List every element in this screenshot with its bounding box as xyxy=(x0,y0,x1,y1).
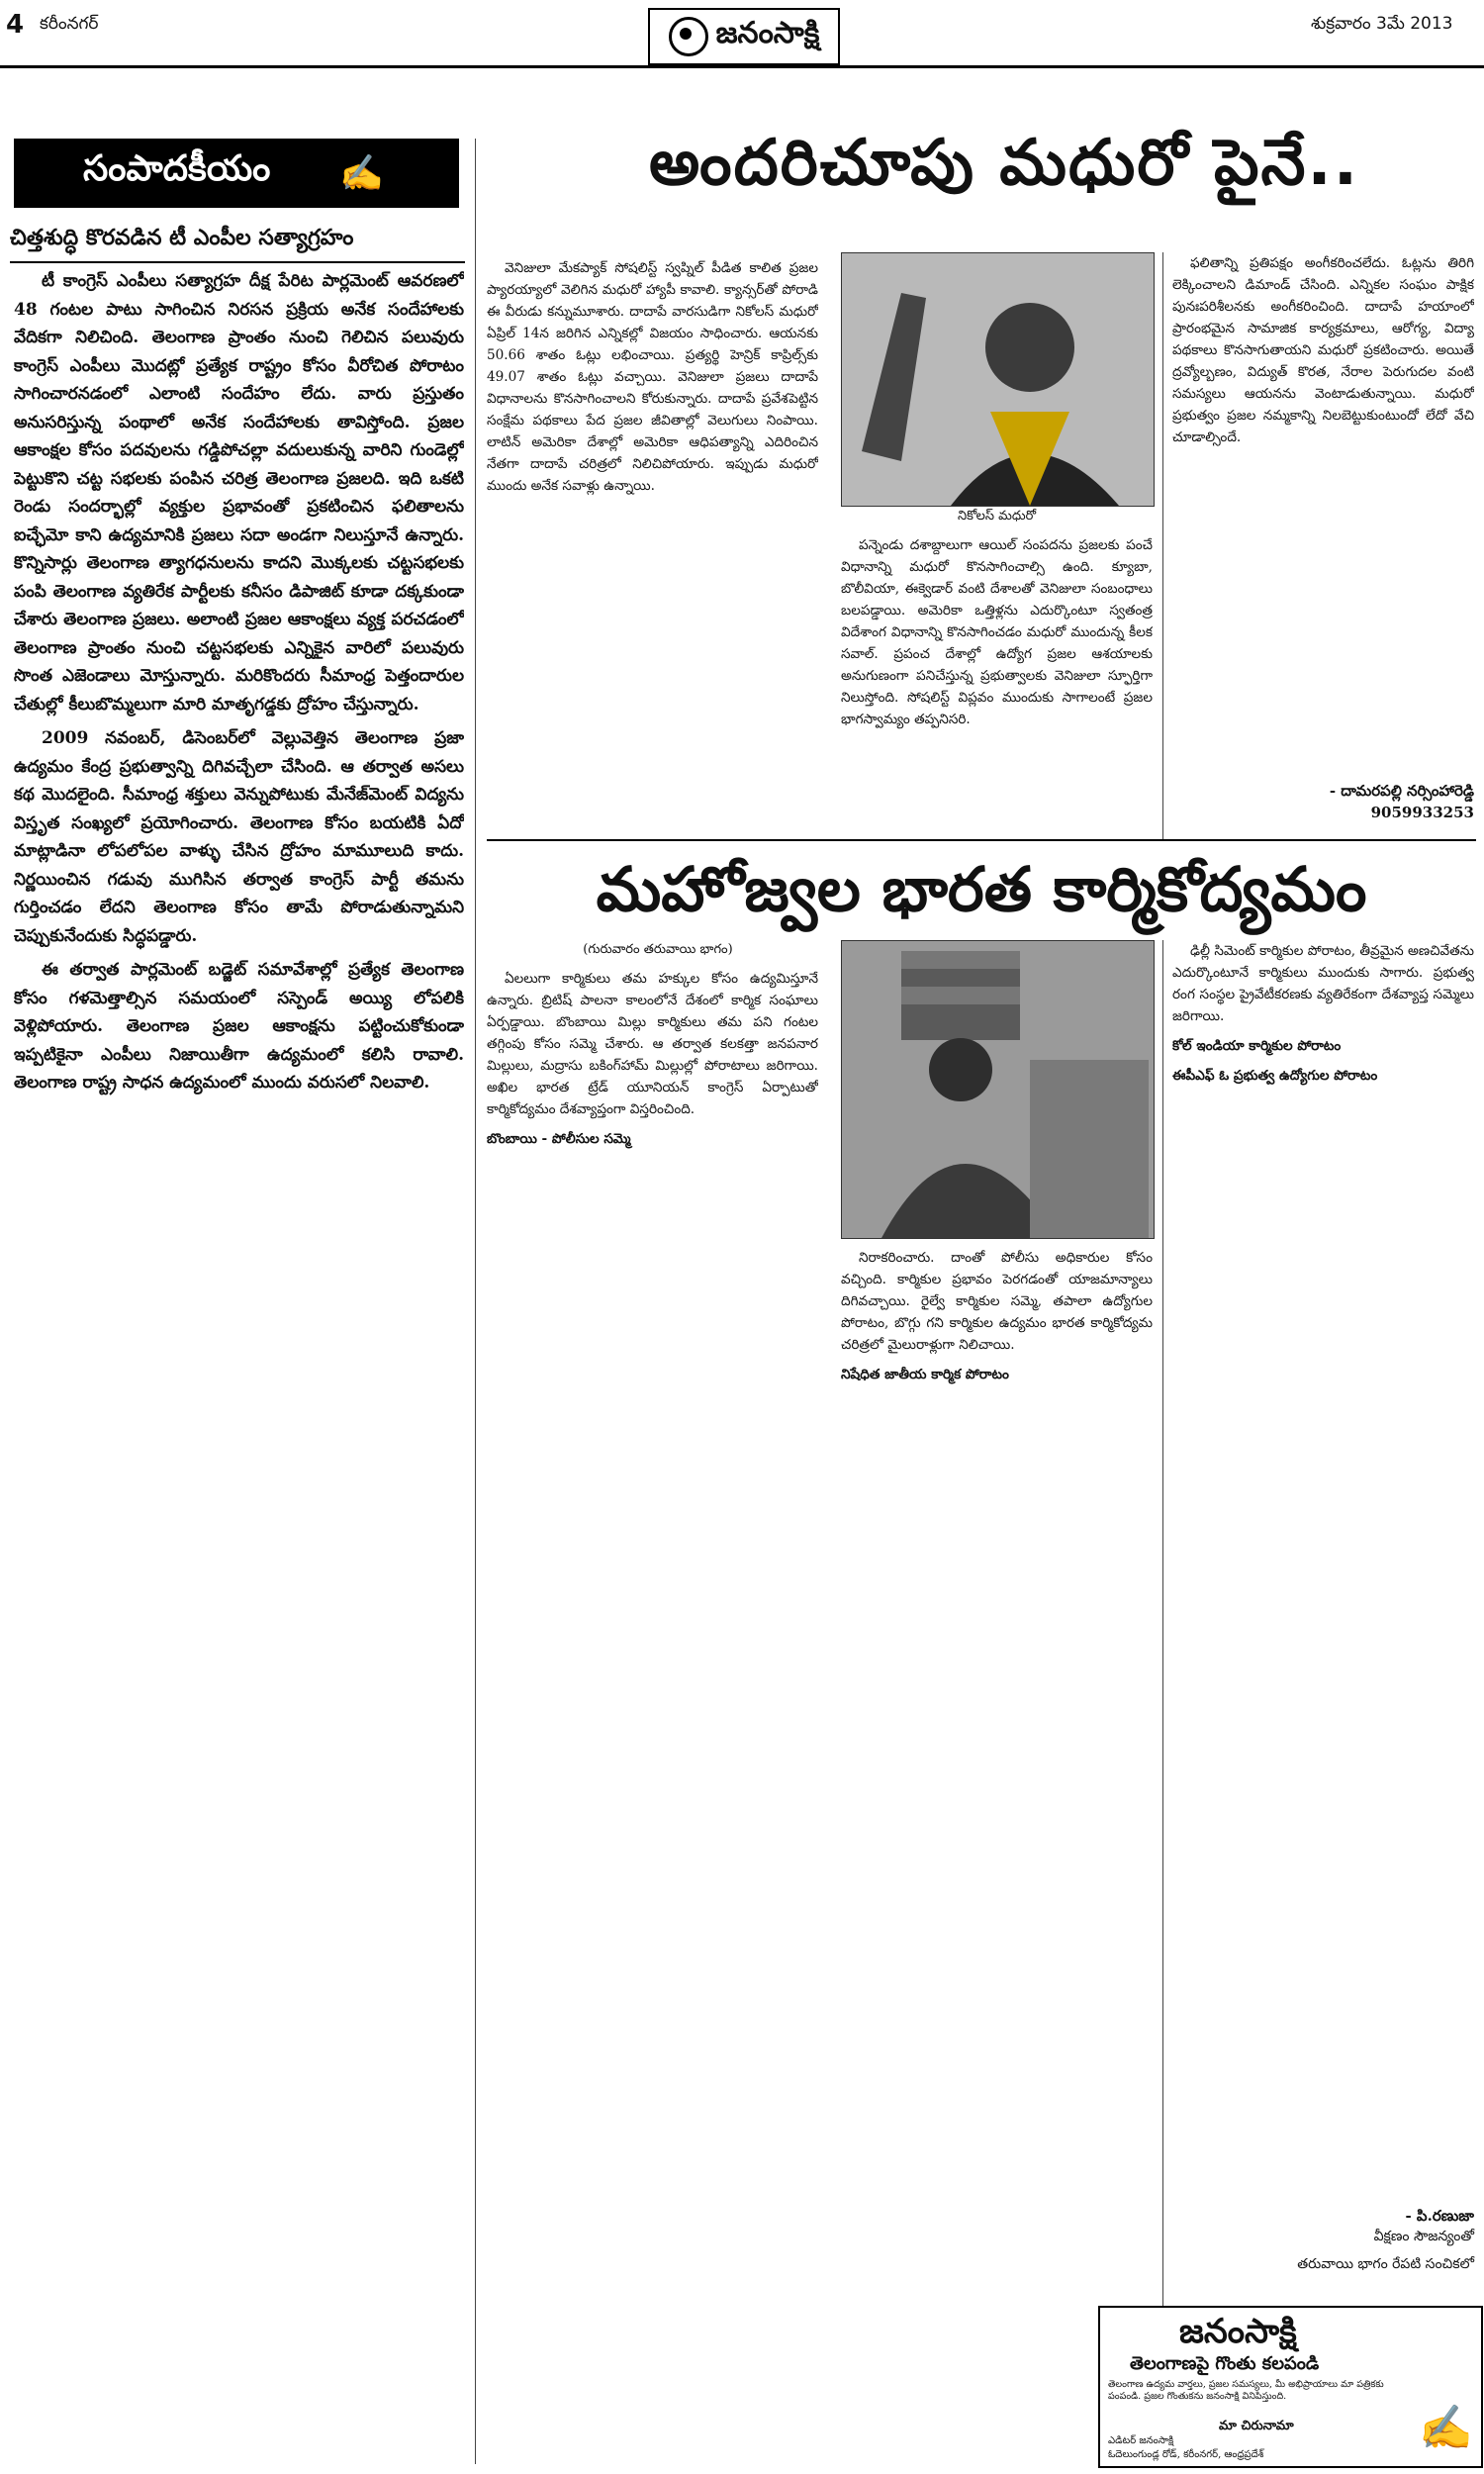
advertisement-box xyxy=(1098,2306,1483,2468)
ad-address-line: ఎడిటర్‌ జనంసాక్షి xyxy=(1108,2435,1174,2446)
mid-article-col1 xyxy=(487,968,818,2457)
top-article-col3 xyxy=(1172,252,1474,767)
mid-article-text: ఢిల్లీ సిమెంట్‌ కార్మికుల పోరాటం, తీవ్రమైన అణచివేతను ఎదుర్కొంటూనే కార్మికులు ముందుకు సాగారు. ప్రభుత్వ రంగ సంస్థల ప్రైవేటీకరణకు వ్యతిరేకంగా దేశవ్యాప్త సమ్మెలు జరిగాయి. xyxy=(1172,943,1474,1024)
maduro-silhouette-icon xyxy=(842,253,1154,506)
top-byline-name: - దామరపల్లి నర్సింహారెడ్డి xyxy=(1329,782,1474,800)
worker-photo xyxy=(841,940,1155,1239)
editorial-paragraph: 2009 నవంబర్‌, డిసెంబర్‌లో వెల్లువెత్తిన తెలంగాణ ప్రజా ఉద్యమం కేంద్ర ప్రభుత్వాన్ని దిగివచ్చేలా చేసింది. ఆ తర్వాత అసలు కథ మొదలైంది. సీమాంధ్ర శక్తులు వెన్నుపోటుకు మేనేజ్‌మెంట్‌ విద్యను విస్తృత సంఖ్యలో ప్రయోగించారు. తెలంగాణ కోసం బయటికి ఏదో మాట్లాడినా లోపలోపల వాళ్ళు చేసిన ద్రోహం మామూలుది కాదు. నిర్ణయించిన గడువు ముగిసిన తర్వాత కాంగ్రెస్‌ పార్టీ తమను గుర్తించడం లేదని తెలంగాణ కోసం తామే పోరాడుతున్నామని చెప్పుకునేందుకు సిద్ధపడ్డారు. xyxy=(14,728,464,946)
ad-address-label: మా చిరునామా xyxy=(1219,2419,1294,2433)
ad-address-line: ఓదెలుంగుండ్ల రోడ్‌, కరీంనగర్‌, ఆంధ్రప్రదేశ్‌ xyxy=(1108,2449,1264,2460)
headline-mid: మహోజ్వల భారత కార్మికోద్యమం xyxy=(596,853,1367,925)
issue-date: శుక్రవారం 3మే 2013 xyxy=(1311,14,1453,34)
top-article-text: వెనిజులా మేకప్యాక్‌ సోషలిస్ట్‌ స్వప్నిల్‌ పీడిత కాలిత ప్రజల ప్యారయ్యాలో వెలిగిన మధురో హ్యాపీ కావాలి. క్యాన్సర్‌తో పోరాడి ఈ వీరుడు కన్నుమూశారు. దాదాపే వారసుడిగా నికోలస్‌ మధురో ఏప్రిల్‌ 14న జరిగిన ఎన్నికల్లో విజయం సాధించారు. ఆయనకు 50.66 శాతం ఓట్లు లభించాయి. ప్రత్యర్థి హెన్రిక్‌ కాప్రిల్స్‌కు 49.07 శాతం ఓట్లు వచ్చాయి. వెనిజులా ప్రజలు దాదాపే విధానాలను కొనసాగించాలని కోరుకున్నారు. దాదాపే ప్రవేశపెట్టిన సంక్షేమ పథకాలు పేద ప్రజల జీవితాల్లో వెలుగులు నింపాయి. లాటిన్‌ అమెరికా దేశాల్లో అమెరికా ఆధిపత్యాన్ని ఎదిరించిన నేతగా దాదాపే చరిత్రలో నిలిచిపోయారు. ఇప్పుడు మధురో ముందు అనేక సవాళ్లు ఉన్నాయి. xyxy=(487,260,818,494)
top-byline-phone: 9059933253 xyxy=(1370,804,1474,821)
column-divider xyxy=(475,139,476,2464)
ad-tagline: తెలంగాణపై గొంతు కలపండి xyxy=(1130,2353,1320,2374)
section-rule xyxy=(487,839,1476,841)
hand-writing-icon: ✍ xyxy=(1419,2403,1473,2453)
mid-article-text: నిరాకరించారు. దాంతో పోలీసు అధికారుల కోసం వచ్చింది. కార్మికుల ప్రభావం పెరగడంతో యాజమాన్యాలు దిగివచ్చాయి. రైల్వే కార్మికుల సమ్మె, తపాలా ఉద్యోగుల పోరాటం, బొగ్గు గని కార్మికుల ఉద్యమం భారత కార్మికోద్యమ చరిత్రలో మైలురాళ్లుగా నిలిచాయి. xyxy=(841,1250,1153,1353)
mid-subhead: నిషేధిత జాతీయ కార్మిక పోరాటం xyxy=(841,1367,1009,1382)
column-divider xyxy=(1162,252,1163,841)
mid-byline-sub: వీక్షణం సౌజన్యంతో xyxy=(1373,2229,1474,2244)
headline-top: అందరిచూపు మధురో పైనే.. xyxy=(648,127,1360,200)
mid-article-text: ఏలలుగా కార్మికులు తమ హక్కుల కోసం ఉద్యమిస్తూనే ఉన్నారు. బ్రిటిష్‌ పాలనా కాలంలోనే దేశంలో కార్మిక సంఘాలు ఏర్పడ్డాయి. బొంబాయి మిల్లు కార్మికులు తమ పని గంటల తగ్గింపు కోసం సమ్మె చేశారు. ఆ తర్వాత కలకత్తా జనపనార మిల్లులు, మద్రాసు బకింగ్‌హామ్‌ మిల్లుల్లో పోరాటాలు జరిగాయి. అఖిల భారత ట్రేడ్‌ యూనియన్‌ కాంగ్రెస్‌ ఏర్పాటుతో కార్మికోద్యమం దేశవ్యాప్తంగా విస్తరించింది. xyxy=(487,971,818,1117)
brand-name: జనంసాక్షి xyxy=(715,16,820,50)
mid-subhead: కోల్‌ ఇండియా కార్మికుల పోరాటం xyxy=(1172,1038,1342,1054)
maduro-photo xyxy=(841,252,1155,507)
page-number: 4 xyxy=(6,10,25,40)
top-article-text: ఫలితాన్ని ప్రతిపక్షం అంగీకరించలేదు. ఓట్లను తిరిగి లెక్కించాలని డిమాండ్‌ చేసింది. ఎన్నికల సంఘం పాక్షిక పునఃపరిశీలనకు అంగీకరించింది. దాదాపే హయాంలో ప్రారంభమైన సామాజిక కార్యక్రమాలు, ఆరోగ్య, విద్యా పథకాలు కొనసాగుతాయని మధురో ప్రకటించారు. అయితే ద్రవ్యోల్బణం, విద్యుత్‌ కొరత, నేరాల పెరుగుదల వంటి సమస్యలు ఆయనను వెంటాడుతున్నాయి. మధురో ప్రభుత్వం ప్రజల నమ్మకాన్ని నిలబెట్టుకుంటుందో లేదో వేచి చూడాల్సిందే. xyxy=(1172,255,1474,445)
ad-body: తెలంగాణ ఉద్యమ వార్తలు, ప్రజల సమస్యలు, మీ అభిప్రాయాలు మా పత్రికకు పంపండి. ప్రజల గొంతుకను జనంసాక్షి వినిపిస్తుంది. xyxy=(1108,2379,1384,2402)
top-article-col1 xyxy=(487,257,818,831)
editorial-paragraph: టీ కాంగ్రెస్‌ ఎంపీలు సత్యాగ్రహ దీక్ష పేరిట పార్లమెంట్‌ ఆవరణలో 48 గంటల పాటు సాగించిన నిరసన ప్రక్రియ అనేక సందేహాలకు వేదికగా నిలిచింది. తెలంగాణ ప్రాంతం నుంచి గెలిచిన పలువురు కాంగ్రెస్‌ ఎంపీలు మొదట్లో ప్రత్యేక రాష్ట్రం కోసం వీరోచిత పోరాటం సాగించారనడంలో ఎలాంటి సందేహం లేదు. వారు ప్రస్తుతం అనుసరిస్తున్న పంథాలో అనేక సందేహాలకు తావిస్తోంది. ప్రజల ఆకాంక్షల కోసం పదవులను గడ్డిపోచల్లా వదులుకున్న వారిని గుండెల్లో పెట్టుకొని చట్ట సభలకు పంపిన చరిత్ర తెలంగాణ ప్రజలది. ఇది ఒకటి రెండు సందర్భాల్లో వ్యక్తుల ప్రభావంతో ప్రకటించిన ఫలితాలను ఐచ్ఛేమో కాని ఉద్యమానికి ప్రజలు సదా అండగా నిలుస్తూనే ఉన్నారు. కొన్నిసార్లు తెలంగాణ త్యాగధనులను కాదని మొక్కలకు చట్టసభలకు పంపి తెలంగాణ వ్యతిరేక పార్టీలకు కనీసం డిపాజిట్‌ కూడా దక్కకుండా చేశారు తెలంగాణ ప్రజలు. అలాంటి ప్రజల ఆకాంక్షలు వ్యక్త పరచడంలో తెలంగాణ ప్రాంతం నుంచి చట్టసభలకు ఎన్నికైన వారిలో పలువురు సొంత ఎజెండాలు మోస్తున్నారు. మరికొందరు సీమాంధ్ర పెత్తందారుల చేతుల్లో కీలుబొమ్మలుగా మారి మాతృగడ్డకు ద్రోహం చేస్తున్నారు. xyxy=(14,271,464,714)
pen-icon: ✍ xyxy=(339,153,385,194)
mid-article-col3 xyxy=(1172,940,1474,2177)
editorial-body xyxy=(14,267,464,2459)
top-article-col2 xyxy=(841,534,1153,831)
ad-brand: జనంసాక్షి xyxy=(1179,2312,1297,2351)
photo-caption-top: నికోలస్‌ మధురో xyxy=(957,509,1037,523)
header-rule xyxy=(0,65,1484,68)
continued-next: తరువాయి భాగం రేపటి సంచికలో xyxy=(1297,2256,1474,2272)
section-name: కరీంనగర్ xyxy=(40,14,99,34)
editorial-paragraph: ఈ తర్వాత పార్లమెంట్‌ బడ్జెట్‌ సమావేశాల్లో ప్రత్యేక తెలంగాణ కోసం గళమెత్తాల్సిన సమయంలో సస్పెండ్‌ అయ్యి లోపలికి వెళ్లిపోయారు. తెలంగాణ ప్రజల ఆకాంక్షను పట్టించుకోకుండా ఇప్పటికైనా ఎంపీలు నిజాయితీగా ఉద్యమంలో కలిసి రావాలి. తెలంగాణ రాష్ట్ర సాధన ఉద్యమంలో ముందు వరుసలో నిలవాలి. xyxy=(14,960,464,1093)
continued-note: (గురువారం తరువాయి భాగం) xyxy=(583,942,733,957)
brand-logo xyxy=(648,8,840,65)
logo-mark-icon xyxy=(669,17,708,56)
mid-subhead: బొంబాయి - పోలీసుల సమ్మె xyxy=(487,1131,631,1147)
mid-subhead: ఈపీఎఫ్‌ ఓ ప్రభుత్వ ఉద్యోగుల పోరాటం xyxy=(1172,1068,1378,1084)
column-divider xyxy=(1162,940,1163,2459)
editorial-title: చిత్తశుద్ధి కొరవడిన టీ ఎంపీల సత్యాగ్రహం xyxy=(10,226,465,263)
editorial-badge xyxy=(14,139,459,208)
mid-byline-name: - పి.రణుజా xyxy=(1405,2207,1474,2225)
mid-article-col2 xyxy=(841,1247,1153,2459)
top-article-text: పన్నెండు దశాబ్దాలుగా ఆయిల్‌ సంపదను ప్రజలకు పంచే విధానాన్ని మధురో కొనసాగించాల్సి ఉంది. క్యూబా, బొలీవియా, ఈక్వెడార్‌ వంటి దేశాలతో వెనిజులా సంబంధాలు బలపడ్డాయి. అమెరికా ఒత్తిళ్లను ఎదుర్కొంటూ స్వతంత్ర విదేశాంగ విధానాన్ని కొనసాగించడం మధురో ముందున్న కీలక సవాల్‌. ప్రపంచ దేశాల్లో ఉద్యోగ ప్రజల ఆశయాలకు అనుగుణంగా పనిచేస్తున్న ప్రభుత్వాలకు వెనిజులా స్ఫూర్తిగా నిలుస్తోంది. సోషలిస్ట్‌ విప్లవం ముందుకు సాగాలంటే ప్రజల భాగస్వామ్యం తప్పనిసరి. xyxy=(841,537,1153,727)
worker-carrying-bricks-icon xyxy=(842,941,1154,1238)
editorial-badge-label: సంపాదకీయం xyxy=(83,148,271,189)
